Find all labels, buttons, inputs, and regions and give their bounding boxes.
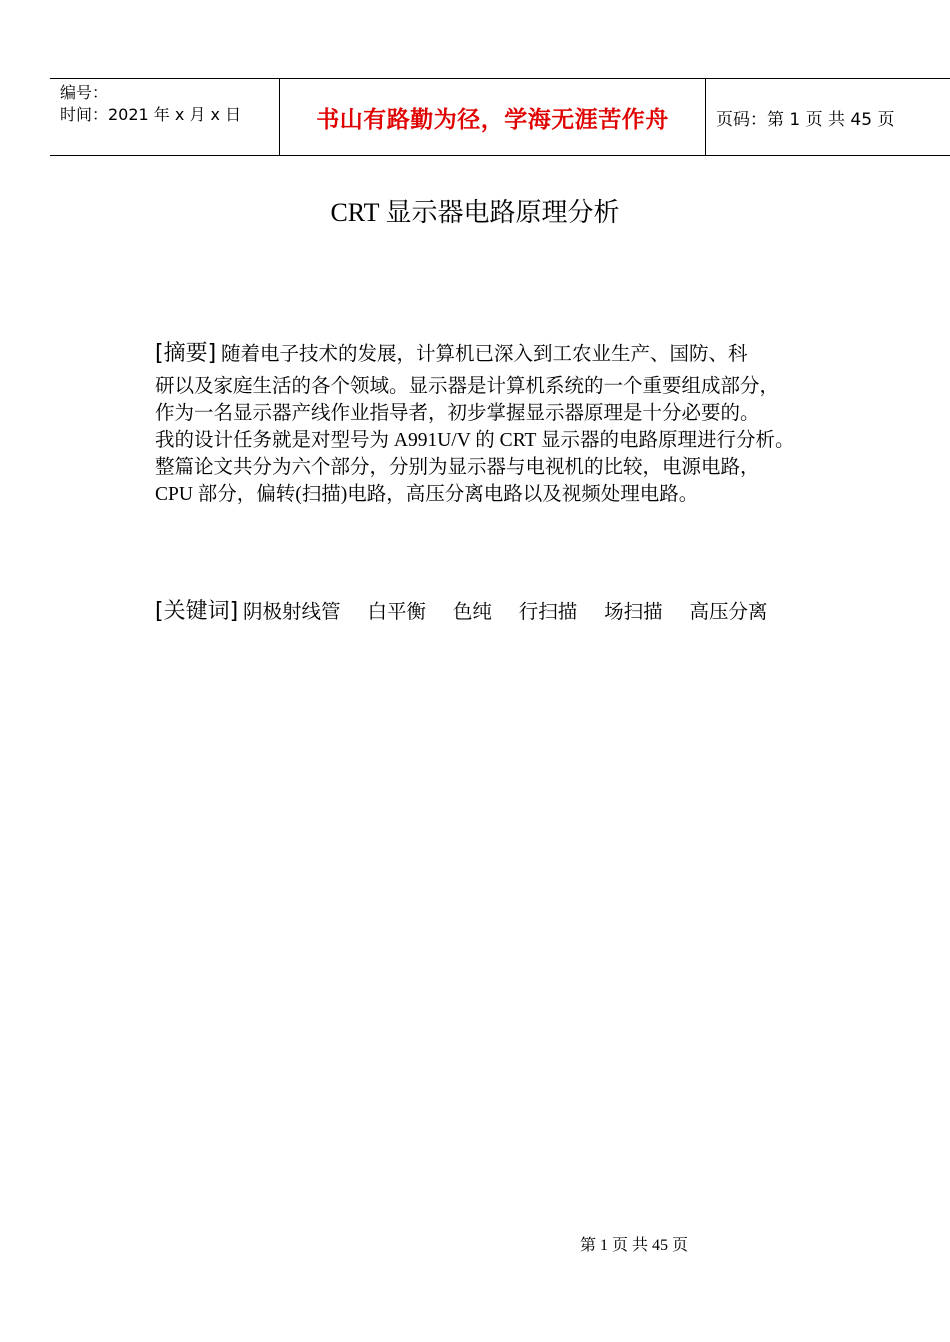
header-meta-cell	[50, 79, 280, 155]
motto: 书山有路勤为径，学海无涯苦作舟	[280, 79, 706, 155]
page-info: 页码：第 1 页 共 45 页	[716, 109, 895, 130]
abstract-line: 研以及家庭生活的各个领域。显示器是计算机系统的一个重要组成部分，	[155, 376, 780, 397]
keyword: 高压分离	[689, 602, 768, 623]
abstract-first-text: 随着电子技术的发展，计算机已深入到工农业生产、国防、科	[216, 344, 748, 365]
header-table	[50, 78, 950, 156]
keyword: 行扫描	[518, 602, 578, 623]
abstract-line: 作为一名显示器产线作业指导者，初步掌握显示器原理是十分必要的。	[155, 403, 760, 424]
abstract-first-line	[155, 340, 875, 368]
document-title: CRT 显示器电路原理分析	[330, 198, 620, 227]
abstract	[155, 340, 875, 508]
abstract-line: CPU 部分，偏转(扫描)电路，高压分离电路以及视频处理电路。	[155, 484, 699, 505]
time-label: 时间：2021 年 x 月 x 日	[60, 105, 242, 124]
keyword: 白平衡	[367, 602, 426, 623]
keyword: 场扫描	[604, 602, 663, 623]
keyword: 阴极射线管	[243, 602, 341, 623]
keywords-label: [关键词]	[155, 599, 239, 624]
keyword: 色纯	[452, 602, 492, 623]
abstract-line: 我的设计任务就是对型号为 A991U/V 的 CRT 显示器的电路原理进行分析。	[155, 430, 795, 451]
number-label: 编号：	[60, 83, 109, 102]
abstract-line: 整篇论文共分为六个部分，分别为显示器与电视机的比较，电源电路，	[155, 457, 760, 478]
keywords	[155, 594, 875, 625]
page-footer: 第 1 页 共 45 页	[579, 1237, 688, 1254]
abstract-body	[155, 373, 875, 508]
abstract-label: [摘要]	[155, 341, 217, 366]
